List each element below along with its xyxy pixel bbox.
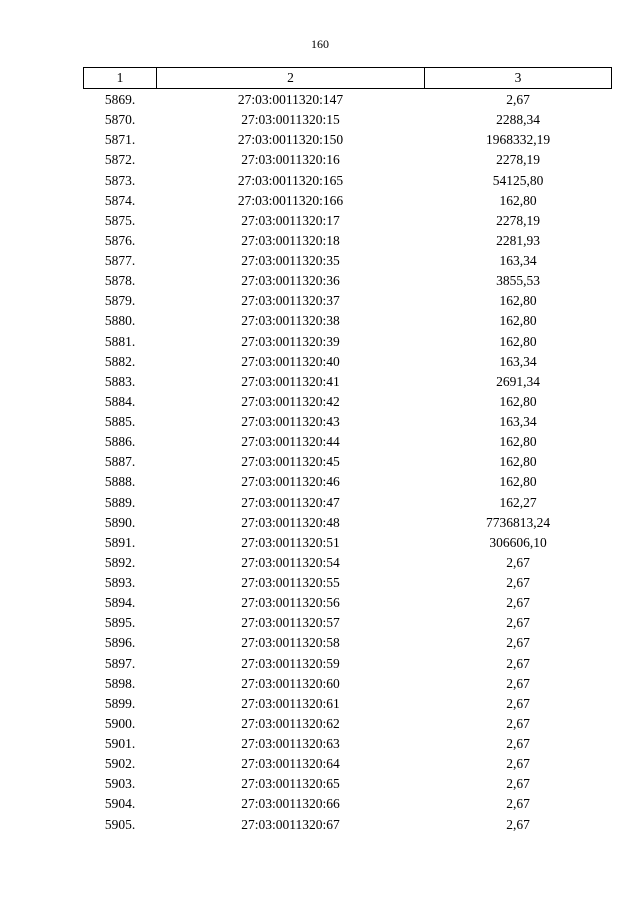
- value-cell: 162,80: [499, 333, 537, 349]
- table-row: [84, 231, 612, 251]
- value-cell: 7736813,24: [485, 514, 551, 530]
- row-number-cell: 5902.: [104, 756, 136, 772]
- row-number-cell: 5875.: [104, 212, 136, 228]
- cadastral-number-cell: 27:03:0011320:56: [241, 595, 340, 611]
- value-cell: 163,34: [499, 414, 537, 430]
- row-number-cell: 5876.: [104, 232, 136, 248]
- table-row: [84, 291, 612, 311]
- value-cell: 2,67: [506, 796, 530, 812]
- table-row: [84, 332, 612, 352]
- row-number-cell: 5881.: [104, 333, 136, 349]
- cadastral-number-cell: 27:03:0011320:42: [241, 393, 340, 409]
- cadastral-number-cell: 27:03:0011320:40: [241, 353, 340, 369]
- row-number-cell: 5878.: [104, 273, 136, 289]
- row-number-cell: 5888.: [104, 474, 136, 490]
- cadastral-number-cell: 27:03:0011320:47: [241, 494, 340, 510]
- table-row: [84, 493, 612, 513]
- table-row: [84, 352, 612, 372]
- value-cell: 2,67: [506, 595, 530, 611]
- cadastral-number-cell: 27:03:0011320:54: [241, 554, 340, 570]
- cadastral-number-cell: 27:03:0011320:39: [241, 333, 340, 349]
- table-row: [84, 573, 612, 593]
- row-number-cell: 5898.: [104, 675, 136, 691]
- cadastral-number-cell: 27:03:0011320:51: [241, 534, 340, 550]
- cadastral-number-cell: 27:03:0011320:38: [241, 313, 340, 329]
- cadastral-number-cell: 27:03:0011320:150: [237, 132, 344, 148]
- cadastral-number-cell: 27:03:0011320:61: [241, 695, 340, 711]
- table-row: [84, 89, 612, 111]
- cadastral-number-cell: 27:03:0011320:67: [241, 816, 340, 832]
- value-cell: 162,80: [499, 192, 537, 208]
- table-row: [84, 794, 612, 814]
- value-cell: 2,67: [506, 655, 530, 671]
- value-cell: 162,80: [499, 393, 537, 409]
- row-number-cell: 5900.: [104, 715, 136, 731]
- cadastral-number-cell: 27:03:0011320:147: [237, 92, 344, 108]
- row-number-cell: 5873.: [104, 172, 136, 188]
- value-cell: 2278,19: [496, 152, 540, 168]
- value-cell: 162,80: [499, 313, 537, 329]
- row-number-cell: 5880.: [104, 313, 136, 329]
- table-row: [84, 533, 612, 553]
- row-number-cell: 5894.: [104, 595, 136, 611]
- table-row: [84, 633, 612, 653]
- table-row: [84, 593, 612, 613]
- value-cell: 1968332,19: [485, 132, 551, 148]
- cadastral-number-cell: 27:03:0011320:37: [241, 293, 340, 309]
- value-cell: 2,67: [506, 736, 530, 752]
- table-row: [84, 171, 612, 191]
- table-row: [84, 150, 612, 170]
- value-cell: 2288,34: [496, 112, 540, 128]
- cadastral-number-cell: 27:03:0011320:59: [241, 655, 340, 671]
- table-row: [84, 613, 612, 633]
- table-row: [84, 774, 612, 794]
- row-number-cell: 5874.: [104, 192, 136, 208]
- value-cell: 2278,19: [496, 212, 540, 228]
- row-number-cell: 5893.: [104, 575, 136, 591]
- register-table: [83, 67, 612, 835]
- table-row: [84, 271, 612, 291]
- cadastral-number-cell: 27:03:0011320:48: [241, 514, 340, 530]
- table-row: [84, 553, 612, 573]
- table-row: [84, 714, 612, 734]
- page-number: 160: [311, 37, 329, 51]
- cadastral-number-cell: 27:03:0011320:15: [241, 112, 340, 128]
- value-cell: 2,67: [506, 554, 530, 570]
- value-cell: 2,67: [506, 756, 530, 772]
- value-cell: 306606,10: [489, 534, 547, 550]
- cadastral-number-cell: 27:03:0011320:45: [241, 454, 340, 470]
- cadastral-number-cell: 27:03:0011320:41: [241, 373, 340, 389]
- value-cell: 2,67: [506, 695, 530, 711]
- cadastral-number-cell: 27:03:0011320:35: [241, 253, 340, 269]
- row-number-cell: 5889.: [104, 494, 136, 510]
- row-number-cell: 5892.: [104, 554, 136, 570]
- value-cell: 163,34: [499, 353, 537, 369]
- value-cell: 2281,93: [496, 232, 540, 248]
- table-row: [84, 211, 612, 231]
- table-body: [84, 89, 612, 835]
- table-row: [84, 754, 612, 774]
- cadastral-number-cell: 27:03:0011320:66: [241, 796, 340, 812]
- value-cell: 2,67: [506, 816, 530, 832]
- cadastral-number-cell: 27:03:0011320:165: [237, 172, 344, 188]
- value-cell: 2,67: [506, 615, 530, 631]
- value-cell: 163,34: [499, 253, 537, 269]
- row-number-cell: 5903.: [104, 776, 136, 792]
- table-row: [84, 734, 612, 754]
- row-number-cell: 5879.: [104, 293, 136, 309]
- cadastral-number-cell: 27:03:0011320:36: [241, 273, 340, 289]
- row-number-cell: 5872.: [104, 152, 136, 168]
- table-row: [84, 372, 612, 392]
- table-row: [84, 452, 612, 472]
- table-row: [84, 412, 612, 432]
- row-number-cell: 5870.: [104, 112, 136, 128]
- row-number-cell: 5890.: [104, 514, 136, 530]
- table-row: [84, 654, 612, 674]
- row-number-cell: 5904.: [104, 796, 136, 812]
- table-row: [84, 251, 612, 271]
- cadastral-number-cell: 27:03:0011320:65: [241, 776, 340, 792]
- row-number-cell: 5884.: [104, 393, 136, 409]
- table-row: [84, 432, 612, 452]
- table-row: [84, 191, 612, 211]
- value-cell: 2691,34: [496, 373, 540, 389]
- column-header-3: 3: [425, 68, 612, 89]
- value-cell: 54125,80: [492, 172, 544, 188]
- table-row: [84, 513, 612, 533]
- value-cell: 3855,53: [496, 273, 540, 289]
- cadastral-number-cell: 27:03:0011320:55: [241, 575, 340, 591]
- table-row: [84, 110, 612, 130]
- cadastral-number-cell: 27:03:0011320:58: [241, 635, 340, 651]
- row-number-cell: 5887.: [104, 454, 136, 470]
- row-number-cell: 5871.: [104, 132, 136, 148]
- value-cell: 2,67: [506, 635, 530, 651]
- table-row: [84, 392, 612, 412]
- cadastral-number-cell: 27:03:0011320:63: [241, 736, 340, 752]
- row-number-cell: 5877.: [104, 253, 136, 269]
- table-row: [84, 472, 612, 492]
- value-cell: 162,80: [499, 454, 537, 470]
- row-number-cell: 5882.: [104, 353, 136, 369]
- value-cell: 2,67: [506, 675, 530, 691]
- cadastral-number-cell: 27:03:0011320:46: [241, 474, 340, 490]
- row-number-cell: 5869.: [104, 92, 136, 108]
- table-row: [84, 674, 612, 694]
- value-cell: 162,80: [499, 434, 537, 450]
- row-number-cell: 5899.: [104, 695, 136, 711]
- row-number-cell: 5885.: [104, 414, 136, 430]
- value-cell: 2,67: [506, 575, 530, 591]
- row-number-cell: 5896.: [104, 635, 136, 651]
- row-number-cell: 5886.: [104, 434, 136, 450]
- cadastral-number-cell: 27:03:0011320:18: [241, 232, 340, 248]
- table-row: [84, 815, 612, 835]
- header-row: [84, 68, 612, 89]
- cadastral-number-cell: 27:03:0011320:64: [241, 756, 340, 772]
- row-number-cell: 5897.: [104, 655, 136, 671]
- value-cell: 162,27: [499, 494, 537, 510]
- row-number-cell: 5883.: [104, 373, 136, 389]
- value-cell: 2,67: [506, 776, 530, 792]
- cadastral-number-cell: 27:03:0011320:62: [241, 715, 340, 731]
- cadastral-number-cell: 27:03:0011320:44: [241, 434, 340, 450]
- table-row: [84, 130, 612, 150]
- cadastral-number-cell: 27:03:0011320:57: [241, 615, 340, 631]
- cadastral-number-cell: 27:03:0011320:16: [241, 152, 340, 168]
- row-number-cell: 5891.: [104, 534, 136, 550]
- column-header-2: 2: [157, 68, 425, 89]
- cadastral-number-cell: 27:03:0011320:60: [241, 675, 340, 691]
- row-number-cell: 5901.: [104, 736, 136, 752]
- cadastral-number-cell: 27:03:0011320:166: [237, 192, 344, 208]
- row-number-cell: 5905.: [104, 816, 136, 832]
- row-number-cell: 5895.: [104, 615, 136, 631]
- value-cell: 2,67: [506, 715, 530, 731]
- column-header-1: 1: [84, 68, 157, 89]
- cadastral-number-cell: 27:03:0011320:17: [241, 212, 340, 228]
- cadastral-number-cell: 27:03:0011320:43: [241, 414, 340, 430]
- table-row: [84, 311, 612, 331]
- value-cell: 162,80: [499, 293, 537, 309]
- value-cell: 162,80: [499, 474, 537, 490]
- table-row: [84, 694, 612, 714]
- value-cell: 2,67: [506, 92, 530, 108]
